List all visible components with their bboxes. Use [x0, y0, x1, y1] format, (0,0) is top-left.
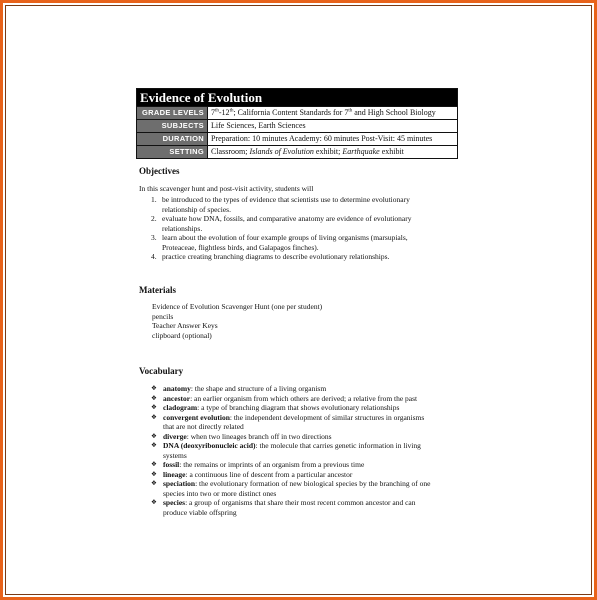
subjects-label: SUBJECTS — [137, 120, 207, 132]
diamond-bullet-icon: ❖ — [151, 393, 157, 402]
diamond-bullet-icon: ❖ — [151, 498, 157, 506]
materials-heading: Materials — [139, 285, 176, 295]
objective-item: 1. be introduced to the types of evidence that scientists use to determine evolutionary relationship of species. — [151, 195, 410, 214]
objective-item: 4. practice creating branching diagrams to describe evolutionary relationships. — [151, 252, 390, 261]
vocabulary-item: ❖ speciation: the evolutionary formation of new biological species by the branching of one species into two or more distinct ones — [151, 479, 431, 498]
duration-row — [137, 132, 457, 145]
vocabulary-item: ❖ ancestor: an earlier organism from which others are derived; a relative from the past — [151, 393, 418, 403]
diamond-bullet-icon: ❖ — [151, 412, 157, 421]
material-item: clipboard (optional) — [152, 330, 212, 340]
lesson-title: Evidence of Evolution — [137, 89, 457, 106]
vocabulary-list — [151, 384, 461, 517]
setting-row — [137, 145, 457, 158]
diamond-bullet-icon: ❖ — [151, 460, 157, 468]
material-item: Evidence of Evolution Scavenger Hunt (one per student) — [152, 302, 323, 311]
objective-item: 3. learn about the evolution of four example groups of living organisms (marsupials, Proteaceae, flightless birds, and Galapagos finches). — [151, 233, 408, 252]
vocabulary-item: ❖ diverge: when two lineages branch off in two directions — [151, 431, 332, 441]
objectives-list — [151, 195, 471, 262]
vocabulary-item: ❖ species: a group of organisms that share their most recent common ancestor and can produce viable offspring — [151, 498, 416, 517]
diamond-bullet-icon: ❖ — [151, 384, 157, 392]
objectives-heading: Objectives — [139, 166, 180, 176]
setting-label: SETTING — [137, 146, 207, 158]
vocabulary-item: ❖ convergent evolution: the independent development of similar structures in organisms that are not directly related — [151, 412, 425, 431]
vocabulary-item: ❖ fossil: the remains or imprints of an organism from a previous time — [151, 460, 365, 469]
vocabulary-item: ❖ DNA (deoxyribonucleic acid): the molecule that carries genetic information in living systems — [151, 441, 421, 460]
grade-levels-label: GRADE LEVELS — [137, 107, 207, 119]
grade-levels-row — [137, 106, 457, 119]
diamond-bullet-icon: ❖ — [151, 403, 157, 411]
subjects-row — [137, 119, 457, 132]
diamond-bullet-icon: ❖ — [151, 441, 157, 449]
vocabulary-item: ❖ cladogram: a type of branching diagram that shows evolutionary relationships — [151, 403, 400, 412]
vocabulary-heading: Vocabulary — [139, 366, 184, 376]
material-item: pencils — [152, 311, 174, 321]
objective-item: 2. evaluate how DNA, fossils, and comparative anatomy are evidence of evolutionary relationships. — [151, 214, 412, 233]
lesson-header-table — [136, 88, 458, 159]
vocabulary-item: ❖ lineage: a continuous line of descent from a particular ancestor — [151, 469, 353, 479]
diamond-bullet-icon: ❖ — [151, 479, 157, 487]
grade-levels-value: 7th-12th; California Content Standards for 7th and High School Biology — [207, 107, 457, 119]
materials-list — [152, 302, 322, 340]
duration-label: DURATION — [137, 133, 207, 145]
diamond-bullet-icon: ❖ — [151, 469, 157, 478]
diamond-bullet-icon: ❖ — [151, 431, 157, 440]
vocabulary-item: ❖ anatomy: the shape and structure of a living organism — [151, 384, 327, 393]
duration-value: Preparation: 10 minutes Academy: 60 minutes Post-Visit: 45 minutes — [207, 133, 457, 145]
setting-value: Classroom; Islands of Evolution exhibit; Earthquake exhibit — [207, 146, 457, 158]
subjects-value: Life Sciences, Earth Sciences — [207, 120, 457, 132]
objectives-intro: In this scavenger hunt and post-visit activity, students will — [139, 184, 314, 193]
material-item: Teacher Answer Keys — [152, 321, 218, 330]
